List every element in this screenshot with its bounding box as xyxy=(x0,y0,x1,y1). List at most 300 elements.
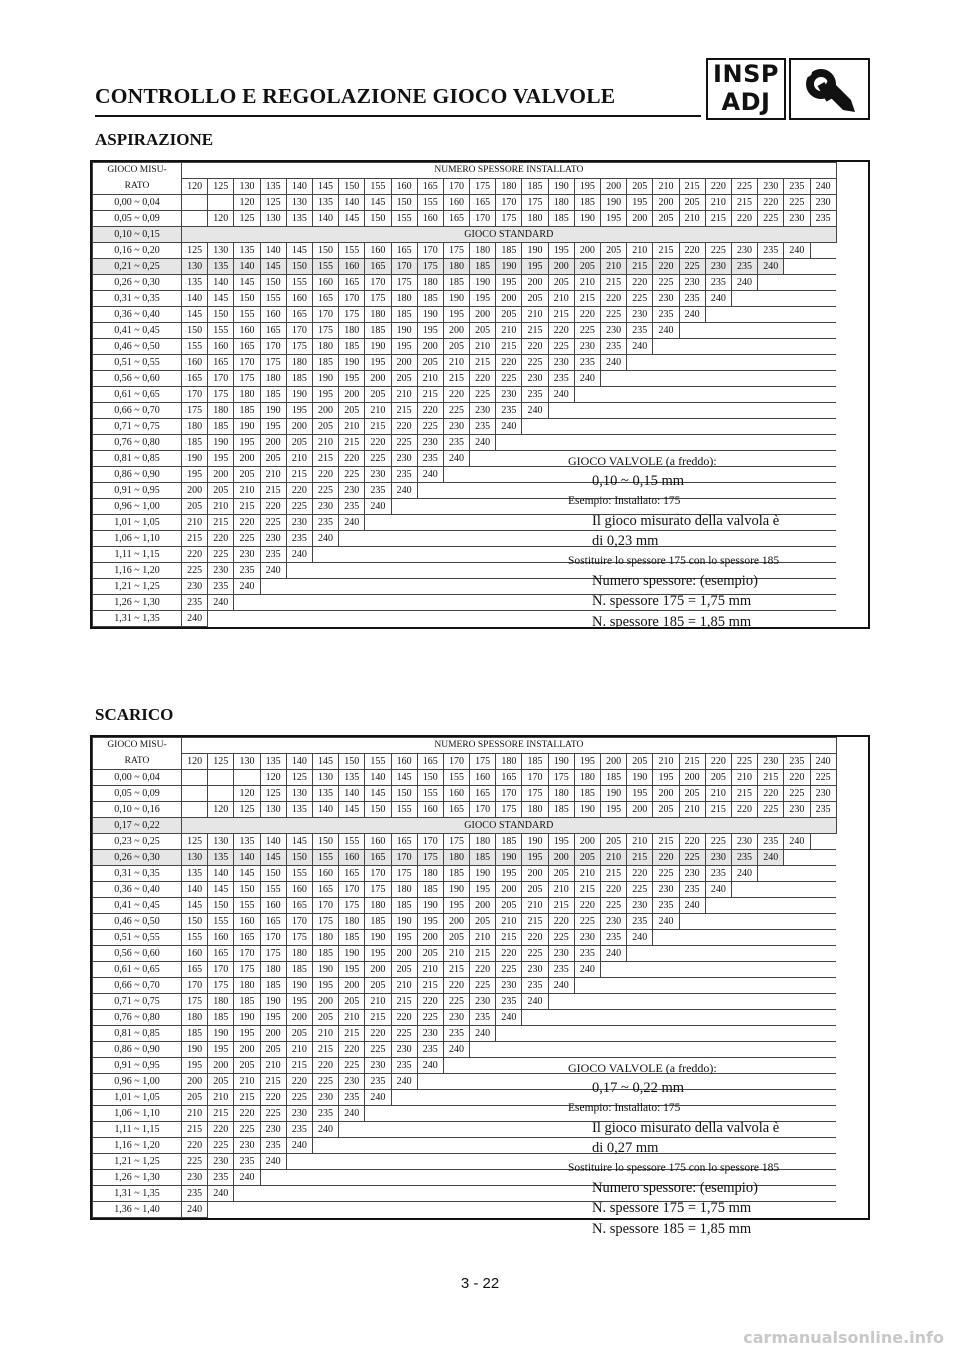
blank-cell xyxy=(810,834,836,850)
shim-cell: 200 xyxy=(312,994,338,1010)
blank-cell xyxy=(496,483,522,499)
shim-cell: 165 xyxy=(182,962,208,978)
shim-cell: 230 xyxy=(731,243,757,259)
shim-cell: 195 xyxy=(286,403,312,419)
shim-cell: 205 xyxy=(679,786,705,802)
blank-cell xyxy=(627,371,653,387)
blank-cell xyxy=(312,1202,338,1218)
shim-number-cell: 130 xyxy=(234,179,260,195)
shim-cell: 220 xyxy=(522,339,548,355)
blank-cell xyxy=(417,499,443,515)
blank-cell xyxy=(522,1202,548,1218)
shim-cell: 180 xyxy=(574,770,600,786)
shim-cell: 210 xyxy=(339,419,365,435)
shim-cell: 200 xyxy=(234,451,260,467)
shim-cell: 190 xyxy=(391,914,417,930)
blank-cell xyxy=(601,962,627,978)
shim-cell: 235 xyxy=(443,1026,469,1042)
shim-cell: 220 xyxy=(522,930,548,946)
shim-cell: 190 xyxy=(365,339,391,355)
shim-cell: 200 xyxy=(391,946,417,962)
blank-cell xyxy=(653,355,679,371)
empty-cell xyxy=(182,211,208,227)
shim-cell: 220 xyxy=(548,323,574,339)
blank-cell xyxy=(574,435,600,451)
blank-cell xyxy=(234,1186,260,1202)
shim-cell: 185 xyxy=(312,946,338,962)
blank-cell xyxy=(470,1042,496,1058)
blank-cell xyxy=(417,1106,443,1122)
shim-cell: 155 xyxy=(208,323,234,339)
blank-cell xyxy=(679,323,705,339)
shim-cell: 125 xyxy=(260,786,286,802)
shim-cell: 160 xyxy=(312,866,338,882)
blank-cell xyxy=(470,1090,496,1106)
blank-cell xyxy=(601,1026,627,1042)
shim-cell: 215 xyxy=(260,1074,286,1090)
shim-cell: 225 xyxy=(548,930,574,946)
shim-cell: 240 xyxy=(470,435,496,451)
shim-cell: 190 xyxy=(601,786,627,802)
wrench-icon xyxy=(799,64,861,116)
shim-cell: 230 xyxy=(286,1106,312,1122)
blank-cell xyxy=(627,355,653,371)
blank-cell xyxy=(286,611,312,627)
shim-cell: 205 xyxy=(260,451,286,467)
shim-cell: 165 xyxy=(365,259,391,275)
blank-cell xyxy=(679,403,705,419)
shim-cell: 220 xyxy=(365,435,391,451)
blank-cell xyxy=(365,611,391,627)
shim-cell: 165 xyxy=(496,770,522,786)
clearance-range-cell: 0,10 ~ 0,16 xyxy=(93,802,182,818)
table-row xyxy=(93,227,837,243)
blank-cell xyxy=(758,914,784,930)
shim-cell: 205 xyxy=(522,882,548,898)
shim-cell: 235 xyxy=(496,994,522,1010)
shim-cell: 230 xyxy=(417,1026,443,1042)
shim-cell: 170 xyxy=(417,834,443,850)
shim-cell: 230 xyxy=(548,355,574,371)
shim-cell: 235 xyxy=(731,850,757,866)
blank-cell xyxy=(470,579,496,595)
blank-cell xyxy=(339,1138,365,1154)
shim-cell: 235 xyxy=(182,1186,208,1202)
shim-number-cell: 200 xyxy=(601,179,627,195)
blank-cell xyxy=(784,355,810,371)
blank-cell xyxy=(679,962,705,978)
clearance-range-cell: 0,36 ~ 0,40 xyxy=(93,882,182,898)
blank-cell xyxy=(810,243,836,259)
shim-cell: 240 xyxy=(679,307,705,323)
shim-cell: 155 xyxy=(391,211,417,227)
shim-cell: 225 xyxy=(496,371,522,387)
blank-cell xyxy=(679,930,705,946)
shim-number-cell: 180 xyxy=(496,179,522,195)
shim-number-cell: 195 xyxy=(574,754,600,770)
clearance-range-cell: 0,41 ~ 0,45 xyxy=(93,898,182,914)
shim-cell: 240 xyxy=(574,962,600,978)
shim-cell: 215 xyxy=(601,275,627,291)
shim-cell: 195 xyxy=(234,1026,260,1042)
blank-cell xyxy=(653,962,679,978)
shim-cell: 210 xyxy=(208,499,234,515)
shim-cell: 230 xyxy=(234,1138,260,1154)
shim-cell: 190 xyxy=(339,355,365,371)
blank-cell xyxy=(443,1090,469,1106)
shim-number-cell: 220 xyxy=(705,179,731,195)
shim-cell: 205 xyxy=(496,898,522,914)
shim-cell: 215 xyxy=(208,1106,234,1122)
shim-cell: 220 xyxy=(286,483,312,499)
shim-cell: 220 xyxy=(286,1074,312,1090)
shim-cell: 235 xyxy=(496,403,522,419)
shim-cell: 210 xyxy=(365,994,391,1010)
table-row xyxy=(93,371,837,387)
table-row xyxy=(93,435,837,451)
shim-cell: 200 xyxy=(470,898,496,914)
clearance-range-cell: 0,81 ~ 0,85 xyxy=(93,1026,182,1042)
shim-cell: 180 xyxy=(391,882,417,898)
clearance-range-cell: 0,61 ~ 0,65 xyxy=(93,962,182,978)
blank-cell xyxy=(601,403,627,419)
shim-cell: 235 xyxy=(286,1122,312,1138)
blank-cell xyxy=(339,1170,365,1186)
shim-cell: 170 xyxy=(365,866,391,882)
clearance-range-cell: 0,71 ~ 0,75 xyxy=(93,994,182,1010)
shim-cell: 180 xyxy=(417,866,443,882)
shim-cell: 235 xyxy=(548,371,574,387)
shim-cell: 240 xyxy=(627,930,653,946)
shim-number-cell: 165 xyxy=(417,179,443,195)
shim-cell: 200 xyxy=(182,483,208,499)
shim-cell: 240 xyxy=(522,994,548,1010)
shim-cell: 220 xyxy=(391,1010,417,1026)
shim-cell: 210 xyxy=(260,467,286,483)
shim-cell: 235 xyxy=(705,275,731,291)
blank-cell xyxy=(758,1042,784,1058)
shim-cell: 165 xyxy=(182,371,208,387)
shim-cell: 145 xyxy=(286,243,312,259)
shim-cell: 230 xyxy=(286,515,312,531)
blank-cell xyxy=(522,435,548,451)
blank-cell xyxy=(522,467,548,483)
shim-cell: 240 xyxy=(312,531,338,547)
blank-cell xyxy=(653,435,679,451)
shim-cell: 220 xyxy=(627,275,653,291)
shim-cell: 215 xyxy=(496,930,522,946)
shim-cell: 165 xyxy=(312,291,338,307)
shim-cell: 225 xyxy=(705,834,731,850)
shim-cell: 210 xyxy=(627,243,653,259)
blank-cell xyxy=(522,547,548,563)
shim-cell: 220 xyxy=(260,1090,286,1106)
shim-cell: 185 xyxy=(312,355,338,371)
blank-cell xyxy=(339,547,365,563)
shim-cell: 205 xyxy=(601,834,627,850)
shim-cell: 210 xyxy=(627,834,653,850)
shim-cell: 240 xyxy=(653,914,679,930)
shim-cell: 170 xyxy=(234,946,260,962)
shim-cell: 225 xyxy=(208,547,234,563)
shim-cell: 215 xyxy=(234,1090,260,1106)
blank-cell xyxy=(522,499,548,515)
shim-cell: 235 xyxy=(574,355,600,371)
blank-cell xyxy=(522,1042,548,1058)
blank-cell xyxy=(784,291,810,307)
blank-cell xyxy=(574,1042,600,1058)
blank-cell xyxy=(731,435,757,451)
blank-cell xyxy=(339,611,365,627)
shim-cell: 210 xyxy=(260,1058,286,1074)
shim-cell: 235 xyxy=(758,834,784,850)
shim-cell: 205 xyxy=(417,355,443,371)
shim-cell: 240 xyxy=(496,419,522,435)
blank-cell xyxy=(653,387,679,403)
empty-cell xyxy=(182,195,208,211)
shim-number-cell: 180 xyxy=(496,754,522,770)
shim-number-cell: 155 xyxy=(365,179,391,195)
shim-cell: 195 xyxy=(417,914,443,930)
shim-cell: 135 xyxy=(182,866,208,882)
shim-cell: 185 xyxy=(339,339,365,355)
blank-cell xyxy=(679,978,705,994)
shim-cell: 200 xyxy=(208,1058,234,1074)
blank-cell xyxy=(810,994,836,1010)
shim-cell: 150 xyxy=(286,259,312,275)
shim-cell: 150 xyxy=(182,323,208,339)
shim-cell: 225 xyxy=(601,898,627,914)
shim-number-cell: 130 xyxy=(234,754,260,770)
shim-cell: 205 xyxy=(286,435,312,451)
shim-cell: 205 xyxy=(339,994,365,1010)
shim-cell: 200 xyxy=(208,467,234,483)
clearance-range-cell: 1,01 ~ 1,05 xyxy=(93,1090,182,1106)
clearance-range-cell: 1,11 ~ 1,15 xyxy=(93,547,182,563)
blank-cell xyxy=(601,994,627,1010)
blank-cell xyxy=(810,1010,836,1026)
table-row xyxy=(93,994,837,1010)
notes-example: Esempio: Installato: 175 xyxy=(568,494,681,507)
blank-cell xyxy=(705,419,731,435)
shim-cell: 165 xyxy=(286,307,312,323)
shim-cell: 240 xyxy=(548,978,574,994)
shim-cell: 205 xyxy=(574,259,600,275)
blank-cell xyxy=(391,563,417,579)
shim-cell: 210 xyxy=(391,387,417,403)
blank-cell xyxy=(260,611,286,627)
shim-cell: 220 xyxy=(339,451,365,467)
shim-cell: 210 xyxy=(601,850,627,866)
shim-cell: 205 xyxy=(312,1010,338,1026)
table-row xyxy=(93,914,837,930)
shim-cell: 240 xyxy=(601,946,627,962)
blank-cell xyxy=(574,419,600,435)
clearance-range-cell: 0,61 ~ 0,65 xyxy=(93,387,182,403)
clearance-range-cell: 0,91 ~ 0,95 xyxy=(93,1058,182,1074)
shim-cell: 175 xyxy=(417,850,443,866)
blank-cell xyxy=(601,371,627,387)
aspirazione-block xyxy=(90,160,870,629)
clearance-range-cell: 1,31 ~ 1,35 xyxy=(93,611,182,627)
shim-cell: 180 xyxy=(365,898,391,914)
blank-cell xyxy=(391,595,417,611)
blank-cell xyxy=(627,435,653,451)
shim-cell: 240 xyxy=(391,483,417,499)
shim-cell: 185 xyxy=(365,323,391,339)
blank-cell xyxy=(443,611,469,627)
shim-cell: 195 xyxy=(234,435,260,451)
shim-cell: 150 xyxy=(208,898,234,914)
clearance-range-cell: 0,86 ~ 0,90 xyxy=(93,467,182,483)
table-row xyxy=(93,355,837,371)
notes-replace: Sostituire lo spessore 175 con lo spessore 185 xyxy=(568,1161,780,1174)
shim-cell: 185 xyxy=(548,211,574,227)
blank-cell xyxy=(522,1010,548,1026)
shim-number-cell: 160 xyxy=(391,179,417,195)
shim-cell: 200 xyxy=(365,371,391,387)
measured-clearance-header: GIOCO MISU- xyxy=(93,738,182,754)
shim-cell: 130 xyxy=(208,243,234,259)
blank-cell xyxy=(496,467,522,483)
shim-cell: 235 xyxy=(286,531,312,547)
blank-cell xyxy=(548,994,574,1010)
blank-cell xyxy=(705,323,731,339)
shim-cell: 210 xyxy=(522,898,548,914)
empty-cell xyxy=(182,786,208,802)
shim-cell: 165 xyxy=(260,323,286,339)
blank-cell xyxy=(784,1010,810,1026)
clearance-range-cell: 0,51 ~ 0,55 xyxy=(93,930,182,946)
shim-cell: 220 xyxy=(679,834,705,850)
shim-cell: 215 xyxy=(627,259,653,275)
shim-cell: 145 xyxy=(365,786,391,802)
shim-cell: 175 xyxy=(522,786,548,802)
shim-cell: 240 xyxy=(470,1026,496,1042)
shim-cell: 190 xyxy=(182,451,208,467)
blank-cell xyxy=(522,1122,548,1138)
shim-cell: 155 xyxy=(443,770,469,786)
clearance-range-cell: 0,10 ~ 0,15 xyxy=(93,227,182,243)
shim-cell: 175 xyxy=(234,962,260,978)
shim-cell: 210 xyxy=(679,802,705,818)
shim-cell: 240 xyxy=(312,1122,338,1138)
blank-cell xyxy=(731,978,757,994)
blank-cell xyxy=(339,1122,365,1138)
blank-cell xyxy=(705,339,731,355)
blank-cell xyxy=(548,1010,574,1026)
shim-cell: 210 xyxy=(496,914,522,930)
shim-cell: 195 xyxy=(601,802,627,818)
shim-cell: 215 xyxy=(574,291,600,307)
shim-cell: 165 xyxy=(365,850,391,866)
shim-cell: 185 xyxy=(574,786,600,802)
shim-cell: 230 xyxy=(496,978,522,994)
shim-cell: 225 xyxy=(234,531,260,547)
blank-cell xyxy=(312,1154,338,1170)
table-row xyxy=(93,834,837,850)
shim-cell: 135 xyxy=(208,850,234,866)
blank-cell xyxy=(758,291,784,307)
shim-cell: 195 xyxy=(312,978,338,994)
blank-cell xyxy=(705,962,731,978)
table-row xyxy=(93,866,837,882)
blank-cell xyxy=(496,1042,522,1058)
table-row xyxy=(93,818,837,834)
blank-cell xyxy=(810,1042,836,1058)
shim-cell: 205 xyxy=(312,419,338,435)
measured-clearance-header: GIOCO MISU- xyxy=(93,163,182,179)
clearance-range-cell: 0,21 ~ 0,25 xyxy=(93,259,182,275)
blank-cell xyxy=(810,403,836,419)
blank-cell xyxy=(260,1202,286,1218)
shim-cell: 220 xyxy=(574,307,600,323)
table-row xyxy=(93,259,837,275)
shim-cell: 175 xyxy=(312,914,338,930)
blank-cell xyxy=(312,1170,338,1186)
shim-cell: 220 xyxy=(627,866,653,882)
shim-cell: 205 xyxy=(182,499,208,515)
blank-cell xyxy=(496,547,522,563)
shim-cell: 240 xyxy=(627,339,653,355)
blank-cell xyxy=(496,595,522,611)
blank-cell xyxy=(627,1010,653,1026)
page-number: 3 - 22 xyxy=(460,1275,500,1292)
shim-cell: 175 xyxy=(496,802,522,818)
shim-cell: 145 xyxy=(391,770,417,786)
shim-cell: 190 xyxy=(574,802,600,818)
notes-shim-175: N. spessore 175 = 1,75 mm xyxy=(592,593,752,609)
blank-cell xyxy=(312,563,338,579)
shim-number-cell: 190 xyxy=(548,179,574,195)
blank-cell xyxy=(810,291,836,307)
blank-cell xyxy=(784,962,810,978)
shim-cell: 180 xyxy=(208,403,234,419)
blank-cell xyxy=(705,946,731,962)
shim-cell: 225 xyxy=(653,275,679,291)
shim-cell: 215 xyxy=(391,994,417,1010)
blank-cell xyxy=(574,1010,600,1026)
shim-cell: 180 xyxy=(260,962,286,978)
shim-cell: 230 xyxy=(548,946,574,962)
blank-cell xyxy=(758,946,784,962)
shim-cell: 200 xyxy=(417,339,443,355)
shim-cell: 170 xyxy=(470,211,496,227)
shim-cell: 215 xyxy=(731,195,757,211)
clearance-range-cell: 0,16 ~ 0,20 xyxy=(93,243,182,259)
shim-cell: 215 xyxy=(417,387,443,403)
shim-cell: 215 xyxy=(182,531,208,547)
shim-cell: 175 xyxy=(443,243,469,259)
shim-cell: 190 xyxy=(312,371,338,387)
shim-cell: 160 xyxy=(417,211,443,227)
shim-cell: 225 xyxy=(758,802,784,818)
shim-cell: 130 xyxy=(208,834,234,850)
shim-cell: 235 xyxy=(182,595,208,611)
shim-cell: 215 xyxy=(443,962,469,978)
shim-cell: 135 xyxy=(208,259,234,275)
shim-cell: 185 xyxy=(470,850,496,866)
shim-cell: 120 xyxy=(260,770,286,786)
blank-cell xyxy=(810,850,836,866)
shim-number-cell: 230 xyxy=(758,754,784,770)
shim-cell: 225 xyxy=(784,786,810,802)
shim-cell: 170 xyxy=(522,770,548,786)
blank-cell xyxy=(810,355,836,371)
shim-cell: 200 xyxy=(286,419,312,435)
blank-cell xyxy=(391,1154,417,1170)
shim-cell: 225 xyxy=(417,419,443,435)
